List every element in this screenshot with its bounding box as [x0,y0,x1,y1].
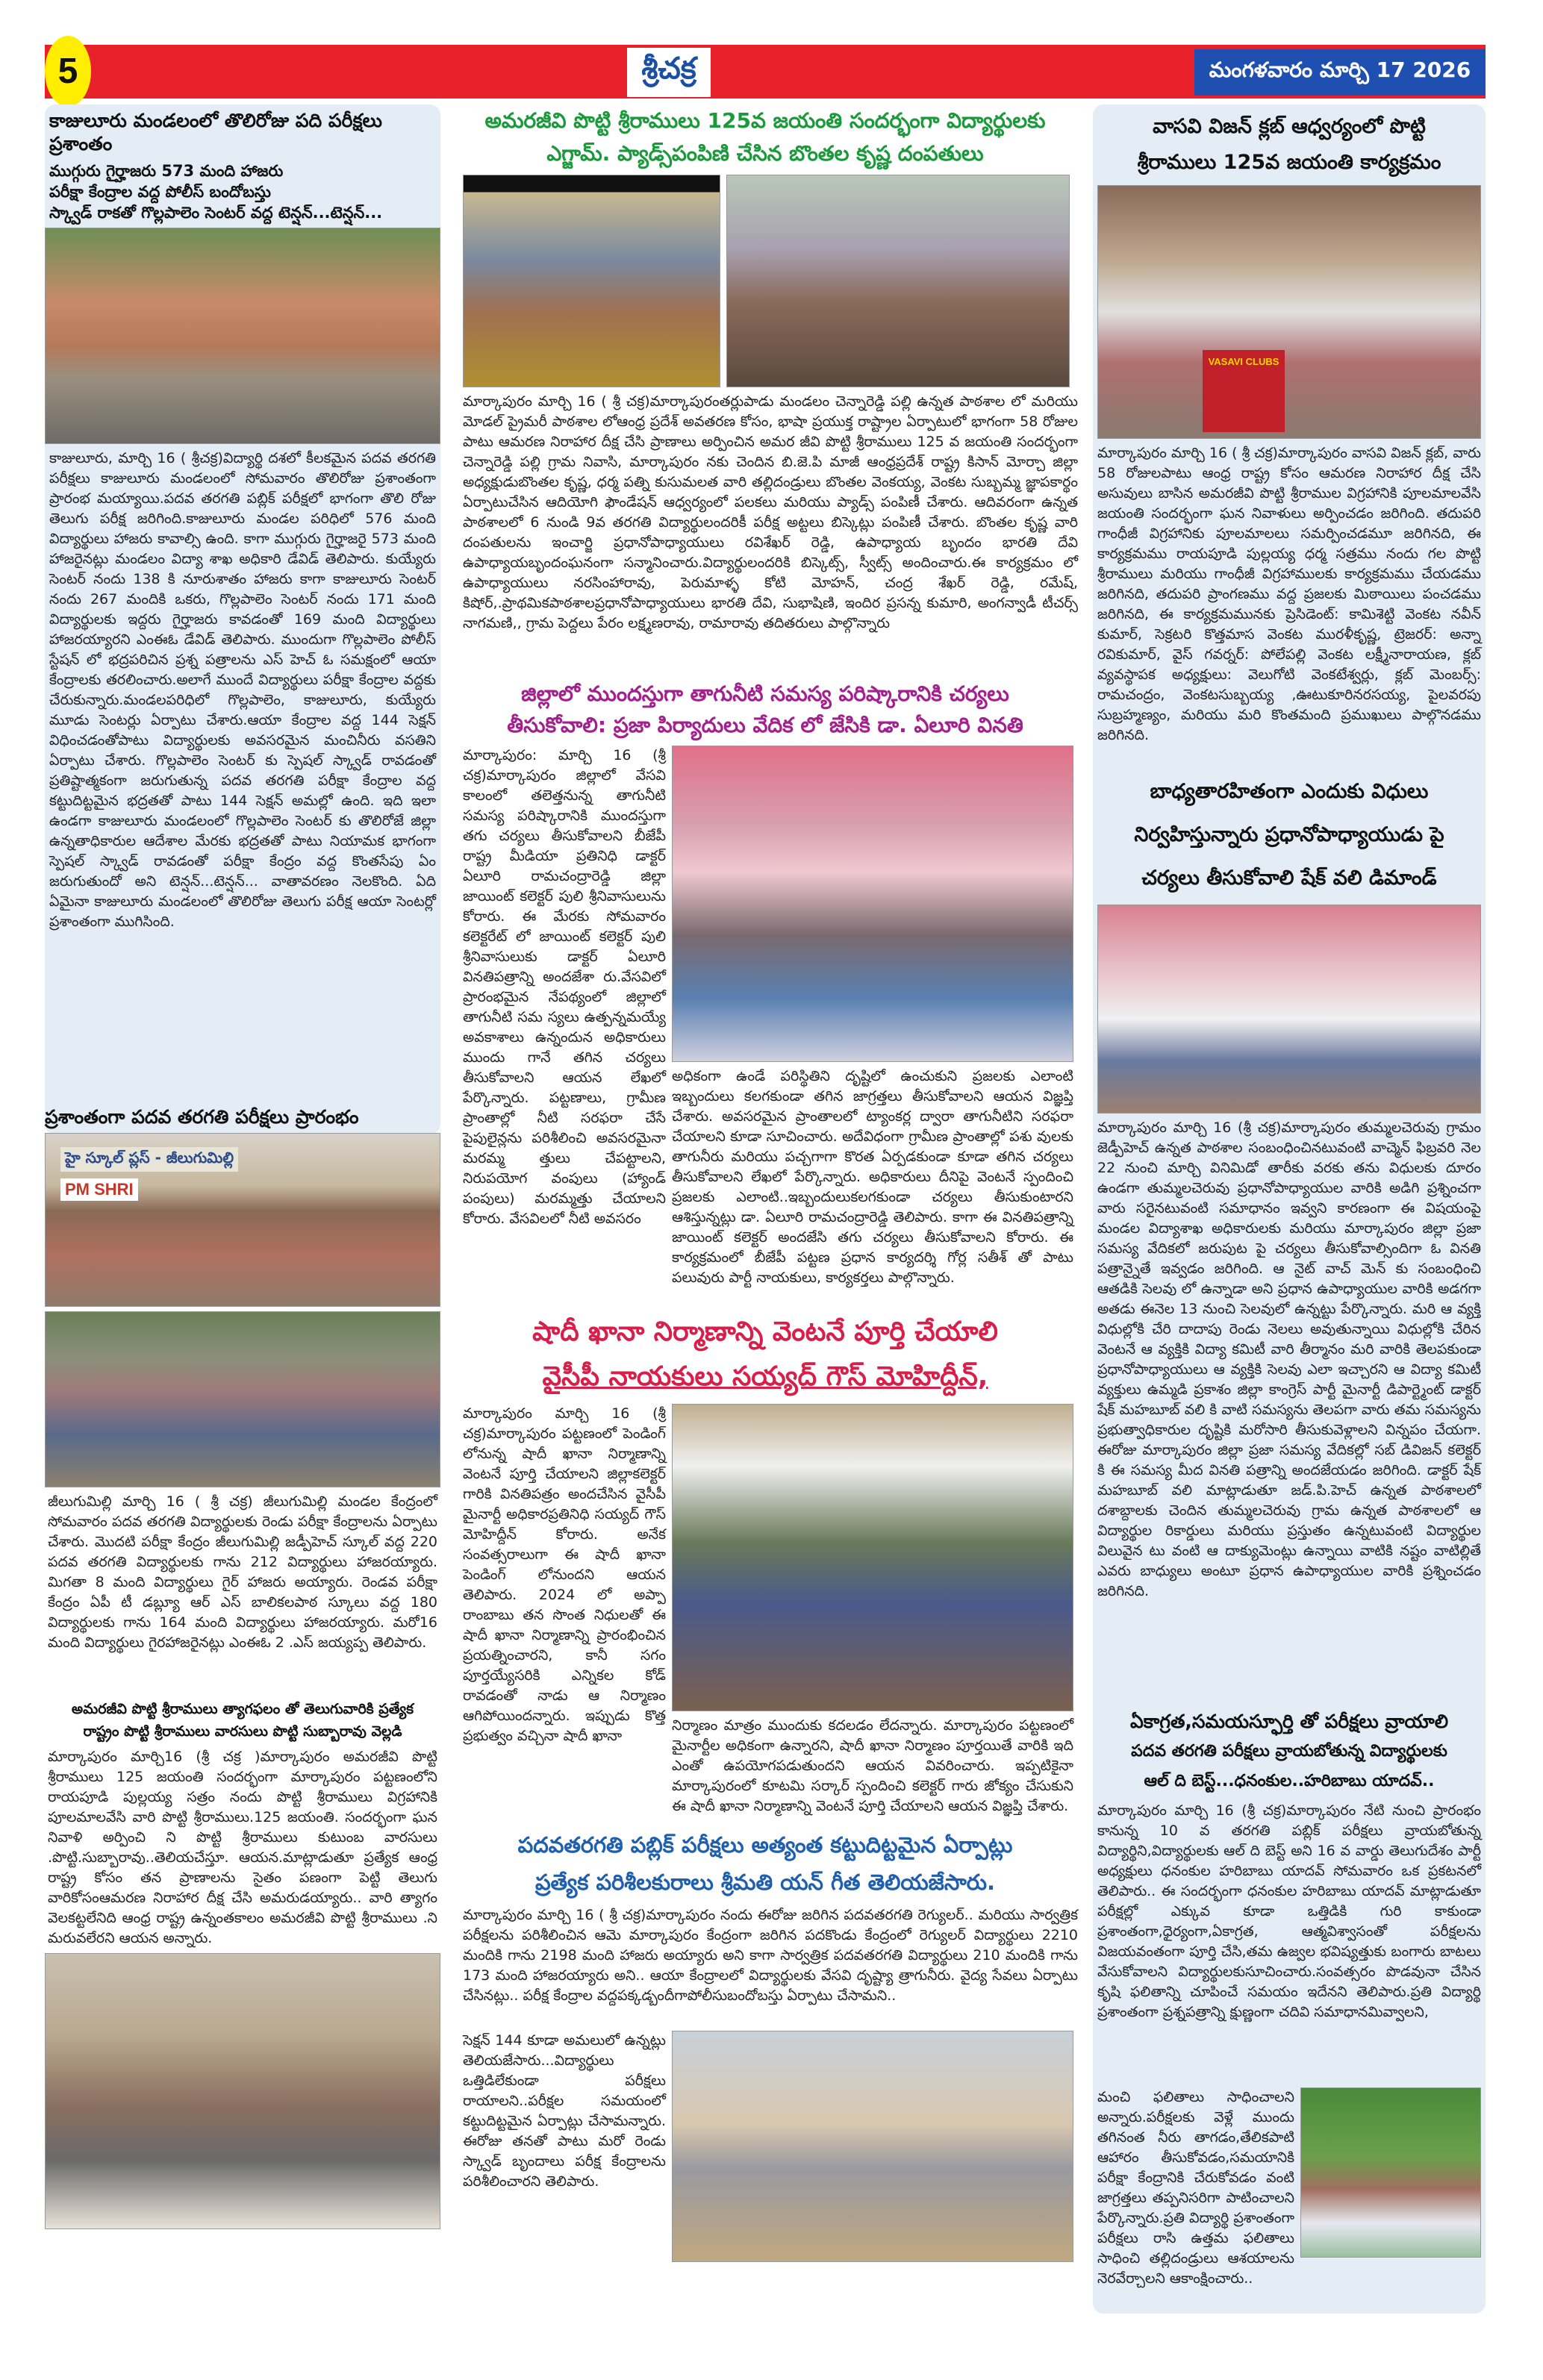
photo-petition-submission [672,746,1073,1062]
page-number: 5 [45,36,91,107]
article-row [452,2031,1078,2262]
newspaper-logo: శ్రీచక్ర [627,48,711,97]
photo-pad-distribution [463,175,720,387]
photo-students-exam-center [45,228,440,444]
headline-line: ప్రత్యేక పరిశీలకురాలు శ్రీమతి యన్ గీత తెలియజేసారు. [534,1870,996,1895]
headline-line: రాష్ట్రం పొట్టి శ్రీరాములు వారసులు పొట్టి సుబ్బారావు వెల్లడి [83,1722,402,1740]
school-sign: హై స్కూల్ ప్లస్ - జీలుగుమిల్లి [60,1147,238,1172]
headline-line: పదవతరగతి పబ్లిక్ పరీక్షలు అత్యంత కట్టుదిట్టమైన ఏర్పాట్లు [517,1832,1013,1858]
article-row [452,1404,1078,1822]
headline-line: చర్యలు తీసుకోవాలి షేక్ వలి డిమాండ్ [1141,866,1437,890]
headline-line: పదవ తరగతి పరీక్షలు వ్రాయబోతున్న విద్యార్థులకు [1131,1742,1447,1761]
photo-statue-tribute [45,1953,440,2229]
photo-vasavi-club [1097,185,1481,439]
photo-exam-center-gate [672,2031,1073,2262]
headline-line: వాసవి విజన్ క్లబ్ ఆధ్వర్యంలో పొట్టి [1153,115,1426,138]
article-body: మార్కాపురం మార్చి 16 (శ్రీ చక్ర)మార్కాపురం పట్టణంలో పెండింగ్ లోనున్న షాదీ ఖానా నిర్మాణాన్ని వెంటనే పూర్తి చేయాలని జిల్లాకలెక్టర్ గారికి వినతిపత్రం అందచేసిన వైసీపీ మైనార్టీ అధికారప్రతినిధి సయ్యద్ గౌస్ మోహిద్దీన్ కోరారు. అనేక సంవత్సరాలుగా ఈ షాదీ ఖానా పెండింగ్ లోనుందని ఆయన తెలిపారు. 2024 లో అప్పా రాంబాబు తన సొంత నిధులతో ఈ షాదీ ఖానా నిర్మాణాన్ని ప్రారంభించిన ప్రయత్నించారని, కానీ సగం పూర్తయ్యేసరికి ఎన్నికల కోడ్ రావడంతో నాడు ఆ నిర్మాణం ఆగిపోయిందన్నారు. ఇప్పుడు కొత్త ప్రభుత్వం వచ్చినా షాదీ ఖానా [463,1405,666,1744]
headline-line: తీసుకోవాలి: ప్రజా పిర్యాదులు వేదిక లో జేసికి డా. ఏలూరి వినతి [507,713,1023,737]
article-headline [1097,109,1481,181]
article-row [1097,2087,1481,2287]
headline-line: వైసీపీ నాయకులు సయ్యద్ గౌస్ మోహిద్దీన్, [542,1361,988,1392]
article-headline [1097,770,1481,900]
article-headline [1097,1707,1481,1796]
club-banner: VASAVI CLUBS [1203,350,1285,432]
article-body: జీలుగుమిల్లి మార్చి 16 ( శ్రీ చక్ర) జీలుగుమిల్లి మండల కేంద్రంలో సోమవారం పదవ తరగతి విద్యార్థులకు రెండు పరీక్షా కేంద్రాలను ఏర్పాటు చేశారు. మొదటి పరీక్షా కేంద్రం జీలుగుమిల్లి జడ్పీహెచ్ స్కూల్ వద్ద 220 పదవ తరగతి విద్యార్థులకు గాను 212 విద్యార్థులు హాజరయ్యారు. మిగతా 8 మంది విద్యార్థులు గైర్ హాజరు అయ్యారు. రెండవ పరీక్షా కేంద్రం ఏపీ టీ డబ్ల్యూ ఆర్ ఎస్ బాలికలపాఠ స్కూలు వద్ద 180 విద్యార్థులకు గాను 164 మంది విద్యార్థులు హాజరయ్యారు. మరో16 మంది విద్యార్థులు గైరహాజరైనట్లు ఎంఈఓ 2 .ఎస్ జయ్యప్ప తెలిపారు. [48,1493,437,1651]
article-headline [452,1826,1078,1901]
photo-row [452,175,1078,387]
headline-line: ఎగ్జామ్. ప్యాడ్స్‌పంపిణి చేసిన బొంతల కృష్ణ దంపతులు [546,141,984,166]
article-body: మార్కాపురం మార్చి 16 (శ్రీ చక్ర)మార్కాపురం నేటి నుంచి ప్రారంభం కానున్న 10 వ తరగతి పబ్లిక్ పరీక్షలు వ్రాయబోతున్న విద్యార్థిని,విద్యార్థులకు ఆల్ ది బెస్ట్ అని 16 వ వార్డు తెలుగుదేశం పార్టీ అధ్యక్షులు ధనంకుల హరిబాబు యాదవ్ సోమవారం ఒక ప్రకటనలో తెలిపారు.. ఈ సందర్భంగా ధనంకుల హరిబాబు యాదవ్ మాట్లాడుతూ పరీక్షల్లో ఎక్కువ కూడా ఒత్తిడికి గురి కాకుండా ప్రశాంతంగా,ధైర్యంగా,ఏకాగ్రత, ఆత్మవిశ్వాసంతో పరీక్షలను విజయవంతంగా పూర్తి చేసి,తమ ఉజ్వల భవిష్యత్తుకు బంగారు బాటలు వేసుకోవాలని విద్యార్థులకుసూచించారు.సంవత్సరం పొడవునా చేసిన కృషి ఫలితాన్ని చూపించే సమయం ఇదేనని తెలిపారు.ప్రతి విద్యార్థి ప్రశాంతంగా ప్రశ్నపత్రాన్ని క్షుణ్ణంగా చదివి సమాధానమివ్వాలని, [1097,1802,1481,2020]
article-headline [452,1310,1078,1399]
left-column [45,109,440,2378]
article-body: మార్కాపురం మార్చి 16 ( శ్రీ చక్ర)మార్కాపురంతర్లుపాడు మండలం చెన్నారెడ్డి పల్లి ఉన్నత పాఠశాల లో మరియు మోడల్ ప్రైమరీ పాఠశాల లోఆంధ్ర ప్రదేశ్ అవతరణ కోసం, భాషా ప్రయుక్త రాష్ట్రాల ఏర్పాటులో భాగంగా 58 రోజుల పాటు ఆమరణ నిరాహార దీక్ష చేసి ప్రాణాలు అర్పించిన అమర జీవి పొట్టి శ్రీరాములు 125 వ జయంతి సందర్భంగా చెన్నారెడ్డి పల్లి గ్రామ నివాసి, మార్కాపురం నకు చెందిన బి.జె.పి మాజీ ఆంధ్రప్రదేశ్ రాష్ట్ర కిసాన్ మోర్చా జిల్లా అధ్యక్షుడుబొంతల కృష్ణ, ధర్మ పత్ని కుసుమలత వారి తల్లిదండ్రులు బొంతల వెంకయ్య, వెంకట సుబ్బమ్మ జ్ఞాపకార్థం ఏర్పాటుచేసిన ఆదియోగి ఫౌండేషన్ ఆధ్వర్యంలో పలకలు మరియు ప్యాడ్స్ పంపిణీ చేశారు. ఆదివరంగా ఉన్నత పాఠశాలలో 6 నుండి 9వ తరగతి విద్యార్థులందరికీ పరీక్ష అట్టలు బిస్కెట్లు పంపిణీ చేశారు. బొంతల కృష్ణ వారి దంపతులను ఇంచార్జి ప్రధానోపాధ్యాయులు రవిశేఖర్ రెడ్డి, ఉపాధ్యాయ బృందం భారతి దేవి ఉపాధ్యాయబృందంఘనంగా సన్మానించారు.విద్యార్థులందరికి బిస్కెట్స్, స్వీట్స్ అందించారు.ఈ కార్యక్రమం లో ఉపాధ్యాయులు నరసింహారావు, పెరుమాళ్ళ కోటి మోహన్, చంద్ర శేఖర్ రెడ్డి, రమేష్, కిషోర్,.ప్రాథమికపాఠశాలప్రధానోపాధ్యాయులు భారతి దేవి, సుభాషిణి, ఇందిర ప్రసన్న కుమారి, అంగన్వాడీ టీచర్స్ నాగమణి,, గ్రామ పెద్దలు పేరం లక్ష్మణరావు, రామారావు తదితరులు పాల్గొన్నారు [463,393,1078,631]
photo-minority-leaders [672,1404,1073,1711]
headline-line: ఆల్ ది బెస్ట్...ధనంకుల..హరిబాబు యాదవ్.. [1144,1772,1435,1790]
headline-line: అమరజీవి పొట్టి శ్రీరాములు త్యాగఫలం తో తెలుగువారికి ప్రత్యేక [71,1700,414,1717]
headline-line: శ్రీరాములు 125వ జయంతి కార్యక్రమం [1137,151,1441,174]
photo-students-hall [726,175,1070,387]
article-subcolumn [672,1404,1073,1822]
article-body: సెక్షన్ 144 కూడా అమలులో ఉన్నట్లు తెలియజేసారు...విద్యార్థులు ఒత్తిడిలేకుండా పరీక్షలు రాయాలని..పరీక్షల సమయంలో కట్టుదిట్టమైన ఏర్పాట్లు చేసామన్నారు. ఈరోజు తనతో పాటు మరో రెండు స్క్వాడ్ బృందాలు పరీక్ష కేంద్రాలను పరిశీలించారని తెలిపారు. [463,2032,666,2190]
subheadline: ముగ్గురు గైర్హాజరు 573 మంది హాజరు [49,161,284,180]
article-headline [452,678,1078,741]
article-subcolumn [672,746,1073,1305]
photo-petition-officials [1097,905,1481,1114]
article-body: మంచి ఫలితాలు సాధించాలని అన్నారు.పరీక్షలకు వెళ్లే ముందు తగినంత నీరు తాగడం,తేలికపాటి ఆహారం తీసుకోవడం,సమయానికి పరీక్షా కేంద్రానికి చేరుకోవడం వంటి జాగ్రత్తలు తప్పనిసరిగా పాటించాలని పేర్కొన్నారు.ప్రతి విద్యార్థి ప్రశాంతంగా పరీక్షలు రాసి ఉత్తమ ఫలితాలు సాధించి తల్లిదండ్రులు ఆశయాలను నెరవేర్చాలని ఆకాంక్షించారు.. [1097,2089,1294,2287]
middle-column [452,104,1078,2377]
article-body: కాజులూరు, మార్చి 16 ( శ్రీచక్ర)విద్యార్థి దశలో కీలకమైన పదవ తరగతి పరీక్షలు కాజులూరు మండలంలో సోమవారం తొలిరోజు ప్రశాంతంగా ప్రారంభ మయ్యాయి.పదవ తరగతి పబ్లిక్ పరీక్షలో భాగంగా తొలి రోజు తెలుగు పరీక్ష జరిగింది.కాజులూరు మండల పరిధిలో 576 మంది విద్యార్థులు హాజరు కావాల్సి ఉంది. కాగా ముగ్గురు గైర్హాజరై 573 మంది హాజరైనట్లు మండలం విద్యా శాఖ అధికారి డేవిడ్ తెలిపారు. కుయ్యేరు సెంటర్ నందు 138 కి నూరుశాతం హాజరు కాగా కాజులూరు సెంటర్ నందు 267 మందికి ఒకరు, గొల్లపాలెం సెంటర్ నందు 171 మంది విద్యార్థులకు ఇద్దరు గైర్హాజరు కావడంతో 169 మంది విద్యార్థులు హాజరయ్యారని ఎంఈఓ డేవిడ్ తెలిపారు. ముందుగా గొల్లపాలెం పోలీస్ స్టేషన్ లో భద్రపరిచిన ప్రశ్న పత్రాలను ఎస్ హెచ్ ఓ సమక్షంలో ఆయా కేంద్రాలకు తరలించారు.అలాగే ముందే విద్యార్థులు పరీక్షా కేంద్రాల వద్దకు చేరుకున్నారు.మండలపరిధిలో గొల్లపాలెం, కాజులూరు, కుయ్యేరు మూడు సెంటర్లు ఏర్పాటు చేశారు.ఆయా కేంద్రాల వద్ద 144 సెక్షన్ విధించడంతోపాటు విద్యార్థులకు అవసరమైన మంచినీరు వసతిని ఏర్పాటు చేశారు. గొల్లపాలెం సెంటర్ కు స్పెషల్ స్క్వాడ్ రావడంతో ప్రతిష్టాత్మకంగా జరుగుతున్న పదవ తరగతి పరీక్షా కేంద్రాల వద్ద కట్టుదిట్టమైన భద్రతతో పాటు 144 సెక్షన్ అమల్లో ఉంది. ఇది ఇలా ఉండగా కాజులూరు మండలంలో గొల్లపాలెం సెంటర్ కు తొలిరోజే జిల్లా ఉన్నతాధికారుల ఆదేశాల మేరకు భద్రతతో పాటు నియామక భాగంగా స్పెషల్ స్క్వాడ్ రావడంతో పరీక్షా కేంద్రం వద్ద కొంతసేపు ఏం జరుగుతుందో అని టెన్షన్...టెన్షన్... వాతావరణం నెలకొంది. ఏది ఏమైనా కాజులూరు మండలంలో తొలిరోజు తెలుగు పరీక్ష ఆయా సెంటర్లో ప్రశాంతంగా ముగిసింది. [49,449,436,930]
headline-line: షాదీ ఖానా నిర్మాణాన్ని వెంటనే పూర్తి చేయాలి [532,1317,998,1347]
article-body: అధికంగా ఉండే పరిస్థితిని దృష్టిలో ఉంచుకుని ప్రజలకు ఎలాంటి ఇబ్బందులు కలగకుండా తగిన జాగ్రత్తలు తీసుకోవాలని ఆయన విజ్ఞప్తి చేశారు. అవసరమైన ప్రాంతాలలో ట్యాంకర్ల ద్వారా తాగునీటిని సరఫరా చేయాలని కూడా సూచించారు. అదేవిధంగా గ్రామీణ ప్రాంతాల్లో పశు వులకు తాగునీరు మరియు పచ్చగాగా కొరత ఏర్పడకుండా కూడా తగిన చర్యలు తీసుకోవాలని లేఖలో పేర్కొన్నారు. అధికారులు దీనిపై వెంటనే స్పందించి ప్రజలకు ఎలాంటి..ఇబ్బందులుకలగకుండా చర్యలు తీసుకుంటారని ఆశిస్తున్నట్లు డా. ఏలూరి రామచంద్రారెడ్డి తెలిపారు. కాగా ఈ వినతిపత్రాన్ని జాయింట్ కలెక్టర్ అందజేసి తగు చర్యలు తీసుకోవాలని కోరారు. ఈ కార్యక్రమంలో బీజేపీ పట్టణ ప్రధాన కార్యదర్శి గోర్ల సతీశ్ తో పాటు పలువురు పార్టీ నాయకులు, కార్యకర్తలు పాల్గొన్నారు. [672,1068,1073,1286]
headline-line: ఏకాగ్రత,సమయస్ఫూర్తి తో పరీక్షలు వ్రాయాలి [1129,1711,1449,1732]
article-headline [452,104,1078,170]
subheadline: పరీక్షా కేంద్రాల వద్ద పోలీస్ బందోబస్తు [49,182,271,201]
photo-school-building [45,1133,440,1307]
pm-shri-sign: PM SHRI [60,1178,138,1201]
issue-date: మంగళవారం మార్చి 17 2026 [1194,49,1486,96]
headline-line: జిల్లాలో ముందస్తుగా తాగునీటి సమస్య పరిష్కారానికి చర్యలు [521,681,1009,706]
photo-students-group [45,1311,440,1487]
headline-line: బాధ్యతారహితంగా ఎందుకు విధులు [1150,780,1429,803]
article-row [452,746,1078,1305]
article-body: మార్కాపురం మార్చి 16 ( శ్రీ చక్ర)మార్కాపురం వాసవి విజన్ క్లబ్, వారు 58 రోజులపాటు ఆంధ్ర రాష్ట్ర కోసం ఆమరణ నిరాహార దీక్ష చేసి అసువులు బాసిన అమరజీవి పొట్టి శ్రీరాముల విగ్రహానికి పూలమాలవేసి జయంతి సందర్భంగా ఘన నివాళులు అర్పించడం జరిగింది. తదుపరి గాంధీజీ విగ్రహానికు పూలమాలలు సమర్పించడమూ జరిగినది, ఈ కార్యక్రమము రాయపూడి పుల్లయ్య ధర్మ సత్రము నందు గల పొట్టి శ్రీరాములు మరియు గాంధీజీ విగ్రహాములకు కార్యక్రమము చేయడము జరిగినది, తదుపరి ప్రాంగణము వద్ద ప్రజలకు మిఠాయిలు పంచడము జరిగినది, ఈ కార్యక్రమమునకు ప్రెసిడెంట్: కామిశెట్టి వెంకట నవీన్ కుమార్, సెక్రటరి కొత్తమాస వెంకట మురళీకృష్ణ, ట్రెజరర్: అన్నా రవికుమార్, వైస్ గవర్నర్: పోలేపల్లి వెంకట లక్ష్మీనారాయణ, క్లబ్ వ్యవస్థాపక అధ్యక్షులు: వెలుగోటి వెంకటేశ్వర్లు, క్లబ్ మెంబర్స్: రామచంద్రం, వెంకటసుబ్బయ్య ,ఊటుకూరినరసయ్య, పైలవరపు సుబ్రహ్మణ్యం, మరియు మరి కొంతమంది ప్రముఖులు పాల్గొనడము జరిగినది. [1097,445,1481,743]
article-body: మార్కాపురం మార్చి16 (శ్రీ చక్ర )మార్కాపురం అమరజీవి పొట్టి శ్రీరాములు 125 జయంతి సందర్భంగా మార్కాపురం పట్టణంలోని రాయపూడి పుల్లయ్య సత్రం నందు పొట్టి శ్రీరాములు విగ్రహానికి పూలమాలవేసి వారి పొట్టి శ్రీరాములు.125 జయంతి. సందర్భంగా ఘన నివాళి అర్పించి ని పొట్టి శ్రీరాములు కుటుంబ వారసులు .పొట్టి.సుబ్బారావు..తెలియచేస్తూ. ఆయన.మాట్లాడుతూ ప్రత్యేక ఆంధ్ర రాష్ట్ర కోసం తన ప్రాణాలను సైతం పణంగా పెట్టి తెలుగు వారికోసంఆమరణ నిరాహార దీక్ష చేసి అమరుడయ్యారు.. వారి త్యాగం వెలకట్టలేనిది ఆంధ్ర రాష్ట్ర ఉన్నంతకాలం అమరజీవి పొట్టి శ్రీరాములు .ని మరువలేరని ఆయన అన్నారు. [48,1748,437,1946]
article-headline [45,1698,440,1743]
subheadline: స్క్వాడ్ రాకతో గొల్లపాలెం సెంటర్ వద్ద టెన్షన్...టెన్షన్... [49,203,383,222]
headline-line: నిర్వహిస్తున్నారు ప్రధానోపాధ్యాయుడు పై [1134,823,1444,846]
article-body: మార్కాపురం మార్చి 16 (శ్రీ చక్ర)మార్కాపురం తుమ్మలచెరువు గ్రామం జెడ్పీహెచ్ ఉన్నత పాఠశాల సంబంధించినటువంటి వాచ్మెన్ ఫిబ్రవరి నెల 22 నుంచి మార్చి వినిమిడో తారీకు వరకు తను విధులకు దూరం ఉండగా తుమ్మలచెరువు ప్రధానోపాధ్యాయుల వారికి అడిగి ప్రశ్నించగా వారు సరైనటువంటి సమాధానం ఇవ్వని కారణంగా ఈ విషయంపై మండల విద్యాశాఖ అధికారులకు మరియు మార్కాపురం జిల్లా ప్రజా సమస్య వేదికలో జరుపుట పై చర్యలు తీసుకోవాల్సిందిగా ఓ వినతి పత్రాన్నైతే ఇవ్వడం జరిగింది. ఆ నైట్ వాచ్ మెన్ కు సంబంధించి ఆతడికి సెలవు లో ఉన్నాడా అని ప్రధాన ఉపాధ్యాయుల వారికి అడగగా అతడు ఈనెల 13 నుంచి సెలవులో ఉన్నట్టు పేర్కొన్నారు. మరి ఆ వ్యక్తి విధుల్లోకి చేరి దాదాపు రెండు నెలలు అవుతున్నాయి విధుల్లోకి చేరిన వెంటనే ఆ వ్యక్తికి విద్యా కమిటీ వారి తీర్మానం మరి వారికి తెలపకుండా ప్రధానోపాధ్యాయులు ఆ వ్యక్తికి సెలవు ఎలా ఇచ్చారని ఆ విద్యా కమిటీ వ్యక్తులు ఉమ్మడి ప్రకాశం జిల్లా కాంగ్రెస్ పార్టీ మైనార్టీ డిపార్ట్మెంట్ డాక్టర్ షేక్ మహబూబ్ వలి కి వాటి సమస్యను తెలపగా వారు తమ సమస్యను ప్రభుత్వాధికారుల దృష్టికి మరోసారి తీసుకువెళ్లాలని విన్నపం చేయగా. ఈరోజు మార్కాపురం జిల్లా ప్రజా సమస్య వేదికల్లో సబ్ డివిజన్ కలెక్టర్ కి ఈ సమస్య మీద వినతి పత్రాన్ని అందజేయడం జరిగింది. డాక్టర్ షేక్ మహబూబ్ వలి మాట్లాడుతూ జడ్.పి.హెచ్ ఉన్నత పాఠశాలలో దశాబ్దాలకు చెందిన తుమ్మలచెరువు గ్రామ ఉన్నత పాఠశాలలో ఆ విద్యార్థుల రికార్డులు మరియు ప్రస్తుతం ఉన్నటువంటి విద్యార్థుల విలువైన టు వంటి ఆ దాక్యుమెంట్లు ఉన్నాయి వాటికి నష్టం వాటిల్లితే ఎవరు బాధ్యులు అంటూ ప్రధాన ఉపాధ్యాయుల వారికి ప్రశ్నించడం జరిగినది. [1097,1119,1481,1599]
article-headline: కాజులూరు మండలంలో తొలిరోజు పది పరీక్షలు ప్రశాంతం [49,110,382,155]
article-subheadlines [45,160,440,223]
article-headline: ప్రశాంతంగా పదవ తరగతి పరీక్షలు ప్రారంభం [45,1105,359,1128]
article-body: మార్కాపురం మార్చి 16 ( శ్రీ చక్ర)మార్కాపురం నందు ఈరోజు జరిగిన పదవతరగతి రెగ్యులర్.. మరియు సార్వత్రిక పరీక్షలను పరిశీలించిన ఆమె మార్కాపురం కేంద్రంగా జరిగిన పదకొండు కేంద్రంలో రెగ్యులర్ విద్యార్థులు 2210 మందికి గాను 2198 మంది హాజరు అయ్యారు అని కాగా సార్వత్రిక పదవతరగతి విద్యార్థులు 210 మందికి గాను 173 మంది హాజరయ్యారు అని.. ఆయా కేంద్రాలలో విద్యార్థులకు వేసవి దృష్ట్యా త్రాగునీరు. వైద్య సేవలు ఏర్పాటు చేసినట్లు.. పరీక్ష కేంద్రాల వద్దపక్కడ్బందీగాపోలీసుబందోబస్తు ఏర్పాటు చేసామని.. [463,1907,1078,2004]
photo-haribabu-yadav [1300,2087,1481,2258]
article-body: మార్కాపురం: మార్చి 16 (శ్రీ చక్ర)మార్కాపురం జిల్లాలో వేసవి కాలంలో తలెత్తనున్న తాగునీటి సమస్య పరిష్కారానికి ముందస్తుగా తగు చర్యలు తీసుకోవాలని బీజేపీ రాష్ట్ర మీడియా ప్రతినిధి డాక్టర్ ఏలూరి రామచంద్రారెడ్డి జిల్లా జాయింట్ కలెక్టర్ పులి శ్రీనివాసులును కోరారు. ఈ మేరకు సోమవారం కలెక్టరేట్ లో జాయింట్ కలెక్టర్ పులి శ్రీనివాసులుకు డాక్టర్ ఏలూరి వినతిపత్రాన్ని అందజేశా రు.వేసవిలో ప్రారంభమైన నేపథ్యంలో జిల్లాలో తాగునీటి సమ స్యలు ఉత్పన్నమయ్యే అవకాశాలు ఉన్నందున అధికారులు ముందు గానే తగిన చర్యలు తీసుకోవాలని ఆయన లేఖలో పేర్కొన్నారు. పట్టణాలు, గ్రామీణ ప్రాంతాల్లో నీటి సరఫరా చేసే పైపులైన్లను పరిశీలించి అవసరమైనా మరమ్మ త్తులు చేపట్టాలని, నిరుపయోగ వంపులు (హ్యాండ్ పంపులు) మరమ్మత్తు చేయాలని కోరారు. వేసవిలలో నీటి అవసరం [463,747,666,1227]
right-column [1097,109,1481,2378]
headline-line: అమరజీవి పొట్టి శ్రీరాములు 125వ జయంతి సందర్భంగా విద్యార్థులకు [484,108,1046,133]
article-body: నిర్మాణం మాత్రం ముందుకు కదలడం లేదన్నారు. మార్కాపురం పట్టణంలో మైనార్టీల అధికంగా ఉన్నారని, షాదీ ఖానా నిర్మాణం పూర్తయితే వారికి ఇది ఎంతో ఉపయోగపడుతుందని ఆయన వివరించారు. ఇప్పటికైనా మార్కాపురంలో కూటమి సర్కార్ స్పందించి కలెక్టర్ గారు జోక్యం చేసుకుని ఈ షాదీ ఖానా నిర్మాణాన్ని వెంటనే పూర్తి చేయాలని ఆయన విజ్ఞప్తి చేశారు. [672,1717,1073,1814]
